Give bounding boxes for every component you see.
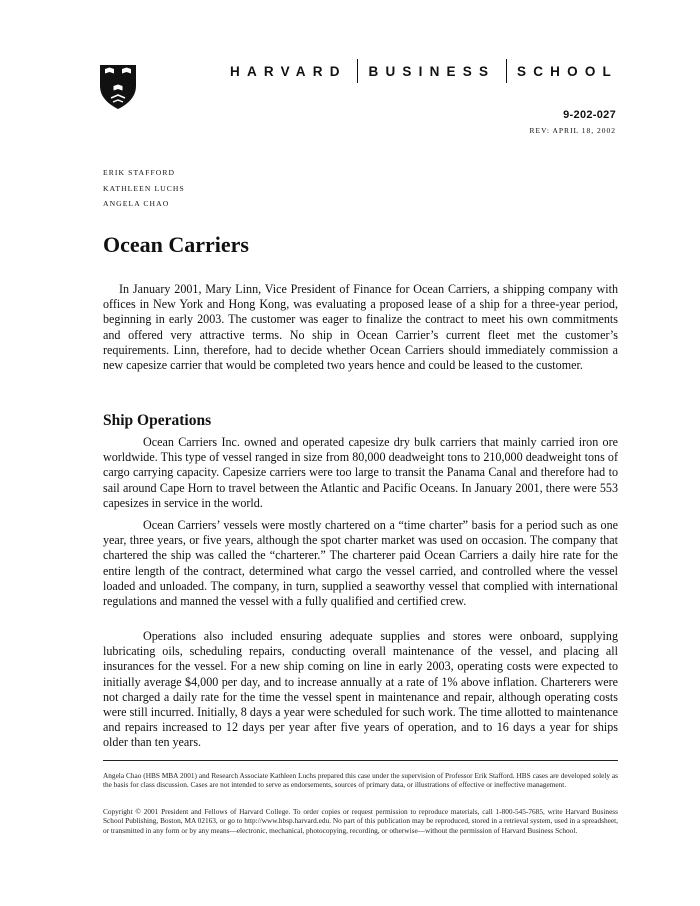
copyright-notice: Copyright © 2001 President and Fellows of Harvard College. To order copies or request permission to reproduce materials, call 1-800-545-7685, write Harvard Business School Publishing, Boston, MA 02163, or go to http://www.hbsp.harvard.edu. No part of this publication may be reproduced, stored in a retrieval system, used in a spreadsheet, or transmitted in any form or by any means—electronic, mechanical, photocopying, recording, or otherwise—without the permission of Harvard Business School. bbox=[103, 807, 618, 835]
intro-paragraph: In January 2001, Mary Linn, Vice President of Finance for Ocean Carriers, a shipping company with offices in New York and Hong Kong, was evaluating a proposed lease of a ship for a three-year period, beginning in early 2003. The customer was eager to finalize the contract to meet his own commitments and offered very attractive terms. No ship in Ocean Carrier’s current fleet met the customer’s requirements. Linn, therefore, had to decide whether Ocean Carriers should immediately commission a new capesize carrier that would be completed two years hence and could be leased to the customer. bbox=[103, 282, 618, 373]
case-number: 9-202-027 bbox=[563, 109, 616, 121]
masthead-word-school: SCHOOL bbox=[517, 63, 618, 79]
case-authorship-note: Angela Chao (HBS MBA 2001) and Research Associate Kathleen Luchs prepared this case under the supervision of Professor Erik Stafford. HBS cases are developed solely as the basis for class discussion. Cases are not intended to serve as endorsements, sources of primary data, or illustrations of effective or ineffective management. bbox=[103, 771, 618, 790]
author-name: ERIK STAFFORD bbox=[103, 168, 176, 177]
author-list bbox=[103, 165, 185, 212]
harvard-shield-icon bbox=[99, 64, 137, 110]
masthead-divider bbox=[506, 59, 507, 83]
body-paragraph: Ocean Carriers Inc. owned and operated capesize dry bulk carriers that mainly carried iron ore worldwide. This type of vessel ranged in size from 80,000 deadweight tons to 210,000 deadweight tons of cargo carrying capacity. Capesize carriers were too large to transit the Panama Canal and therefore had to sail around Cape Horn to travel between the Atlantic and Pacific Oceans. In January 2001, there were 553 capesizes in service in the world. bbox=[103, 435, 618, 510]
masthead-word-harvard: HARVARD bbox=[230, 63, 347, 79]
revision-date: REV: APRIL 18, 2002 bbox=[529, 126, 616, 135]
case-title: Ocean Carriers bbox=[103, 232, 249, 257]
school-masthead bbox=[230, 60, 618, 82]
author-name: KATHLEEN LUCHS bbox=[103, 183, 185, 193]
masthead-word-business: BUSINESS bbox=[368, 63, 496, 79]
section-heading: Ship Operations bbox=[103, 412, 212, 429]
footnote-divider bbox=[103, 760, 618, 761]
body-paragraph: Ocean Carriers’ vessels were mostly chartered on a “time charter” basis for a period such as one year, three years, or five years, although the spot charter market was used on occasion. The company that chartered the ship was called the “charterer.” The charterer paid Ocean Carriers a daily hire rate for the entire length of the contract, determined what cargo the vessel carried, and controlled where the vessel loaded and unloaded. The company, in turn, supplied a seaworthy vessel that complied with international regulations and manned the vessel with a fully qualified and certified crew. bbox=[103, 518, 618, 609]
masthead-divider bbox=[357, 59, 358, 83]
author-name: ANGELA CHAO bbox=[103, 199, 170, 208]
body-paragraph: Operations also included ensuring adequate supplies and stores were onboard, supplying lubricating oils, scheduling repairs, conducting overall maintenance of the vessel, and placing all insurances for the vessel. For a new ship coming on line in early 2003, operating costs were expected to initially average $4,000 per day, and to increase annually at a rate of 1% above inflation. Charterers were not charged a daily rate for the time the vessel spent in maintenance and repair, although operating costs were still incurred. Initially, 8 days a year were scheduled for such work. The time allotted to maintenance and repairs increased to 12 days per year after five years of operation, and to 16 days a year for ships older than ten years. bbox=[103, 629, 618, 750]
